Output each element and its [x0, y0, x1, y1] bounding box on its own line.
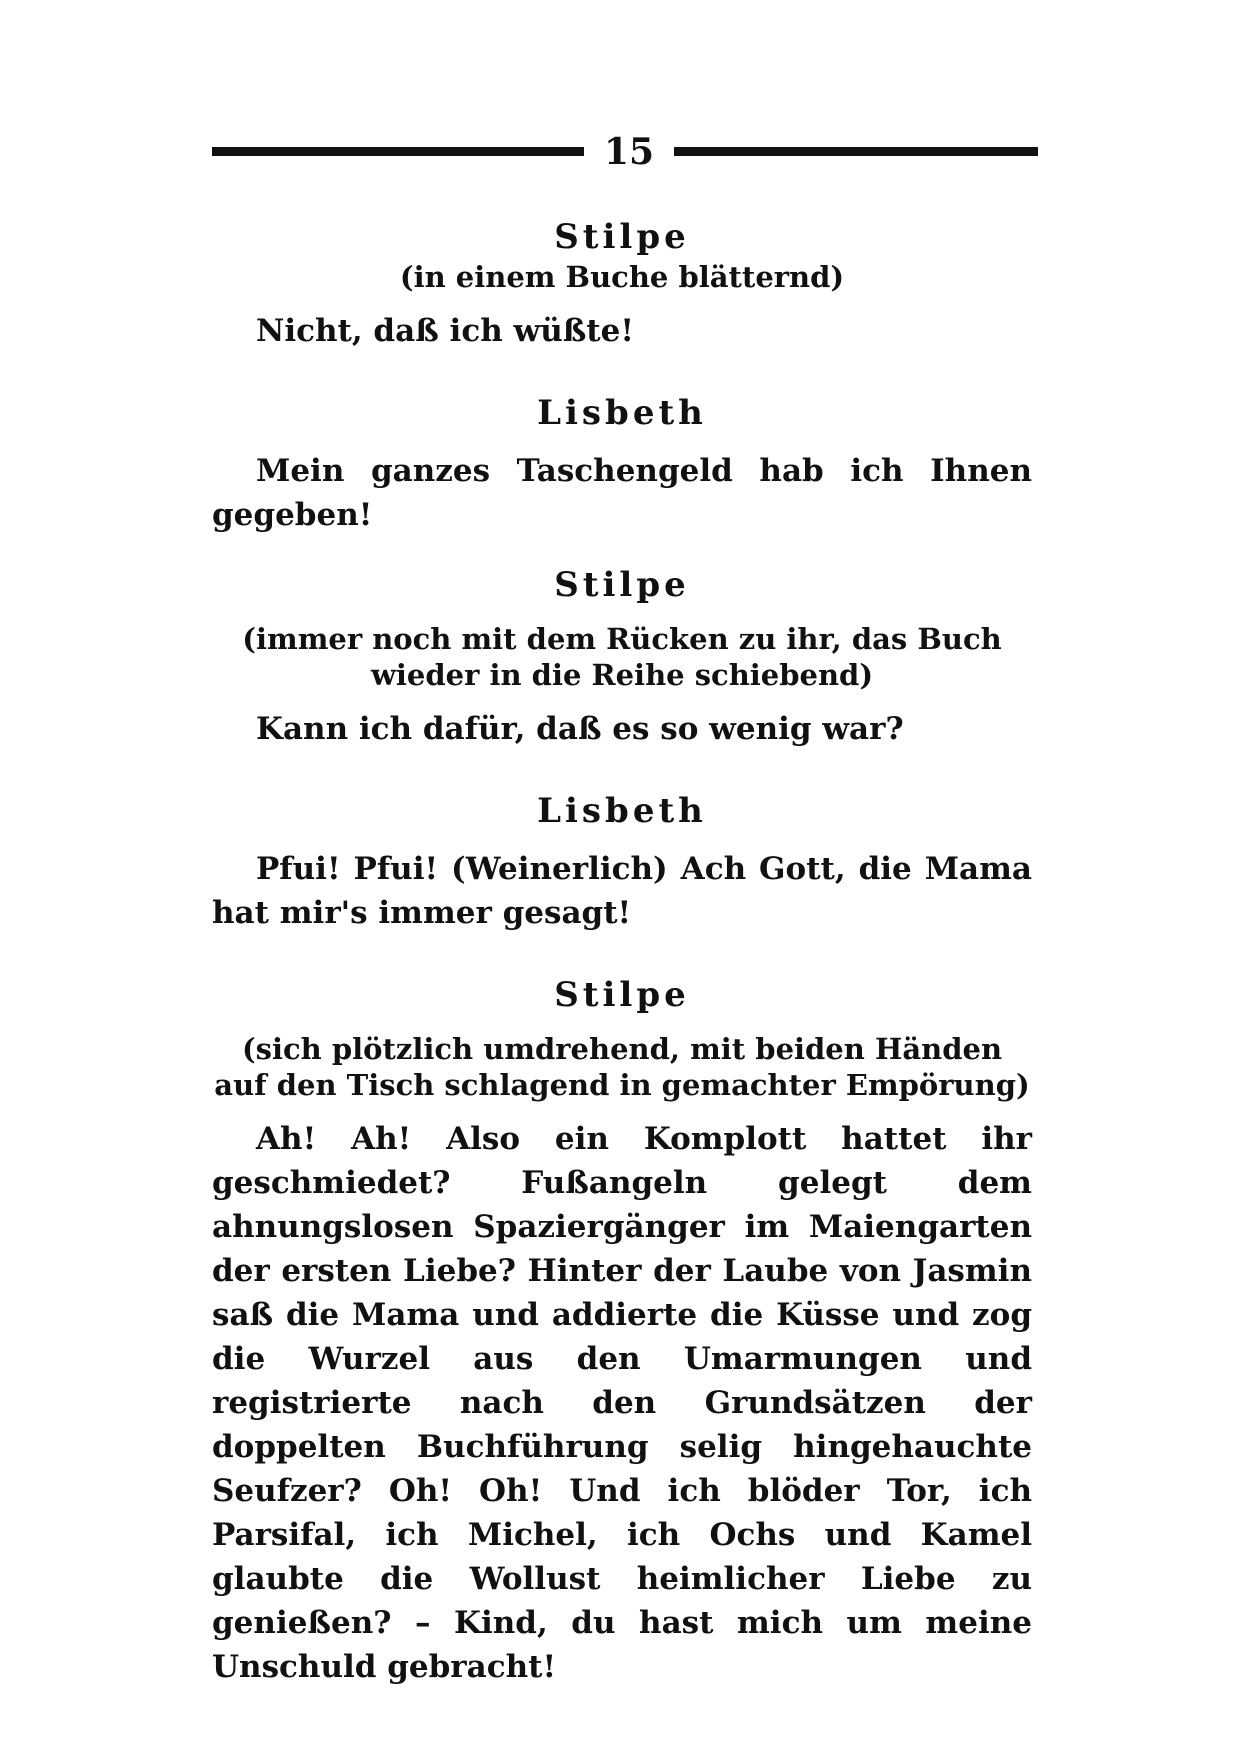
stage-direction: (immer noch mit dem Rücken zu ihr, das Buch wieder in die Reihe schiebend): [242, 622, 1002, 692]
speaker-name: Lisbeth: [537, 393, 707, 433]
speech-text: Pfui! Pfui! (Weinerlich) Ach Gott, die Mama hat mir's immer gesagt!: [212, 851, 1032, 931]
speech-text: Nicht, daß ich wüßte!: [256, 313, 634, 349]
stage-direction: (in einem Buche blätternd): [399, 260, 845, 294]
speaker-name: Stilpe: [554, 565, 690, 605]
speech-text: Ah! Ah! Also ein Komplott hattet ihr geschmiedet? Fußangeln gelegt dem ahnungslosen Spaziergänger im Maiengarten der ersten Liebe? Hinter der Laube von Jasmin saß die Mama und addierte die Küsse und zog die Wurzel aus den Umarmungen und registrierte nach den Grundsätzen der doppelten Buchführung selig hingehauchte Seufzer? Oh! Oh! Und ich blöder Tor, ich Parsifal, ich Michel, ich Ochs und Kamel glaubte die Wollust heimlicher Liebe zu genießen? – Kind, du hast mich um meine Unschuld gebracht!: [212, 1121, 1032, 1685]
page-header: [212, 128, 1038, 178]
header-rule-left: [212, 147, 584, 156]
page-number: 15: [604, 131, 655, 173]
play-text: [212, 215, 1032, 1689]
speaker-name: Stilpe: [554, 217, 690, 257]
speech-text: Kann ich dafür, daß es so wenig war?: [256, 711, 904, 747]
header-rule-right: [674, 147, 1038, 156]
stage-direction: (sich plötzlich umdrehend, mit beiden Händen auf den Tisch schlagend in gemachter Empörung): [214, 1032, 1030, 1102]
speaker-name: Stilpe: [554, 975, 690, 1015]
speech-text: Mein ganzes Taschengeld hab ich Ihnen gegeben!: [212, 453, 1032, 533]
speaker-name: Lisbeth: [537, 791, 707, 831]
